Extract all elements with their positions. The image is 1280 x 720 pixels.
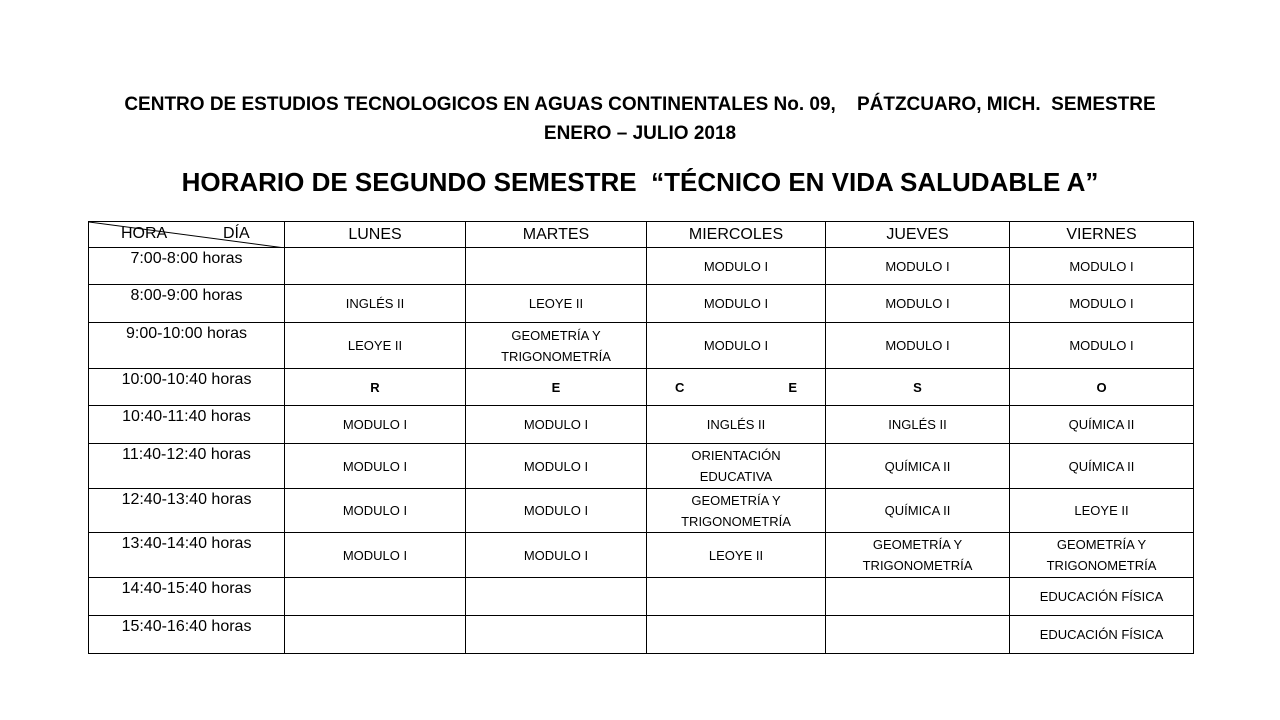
day-header-jueves: JUEVES	[826, 222, 1010, 248]
subject-name: MODULO I	[1069, 338, 1134, 353]
class-cell-viernes	[1010, 616, 1194, 654]
class-cell-martes	[466, 533, 647, 578]
recess-cell-lunes: R	[285, 369, 466, 406]
day-header-lunes: LUNES	[285, 222, 466, 248]
subject-name: MODULO I	[342, 417, 408, 432]
subject-name: MODULO I	[1069, 258, 1134, 274]
header-row	[89, 222, 1194, 248]
time-slot-cell: 10:00-10:40 horas	[89, 369, 285, 406]
class-cell-martes	[466, 444, 647, 489]
table-row	[89, 489, 1194, 533]
subject-name: MODULO I	[523, 503, 589, 518]
class-cell-lunes	[285, 489, 466, 533]
subject-name: MODULO I	[523, 458, 589, 474]
subject-name: TRIGONOMETRÍA	[862, 558, 973, 573]
class-cell-viernes	[1010, 323, 1194, 369]
subject-name: MODULO I	[885, 258, 950, 274]
subject-name: ORIENTACIÓN	[691, 448, 781, 463]
subject-name: MODULO I	[342, 547, 408, 563]
subject-name: MODULO I	[703, 258, 769, 274]
recess-letter: E	[788, 379, 797, 395]
subject-name: MODULO I	[885, 338, 950, 353]
class-cell-lunes	[285, 444, 466, 489]
class-cell-martes	[466, 323, 647, 369]
class-cell-miercoles	[647, 323, 826, 369]
class-cell-miercoles	[647, 533, 826, 578]
subject-name: EDUCACIÓN FÍSICA	[1039, 627, 1164, 642]
subject-name: MODULO I	[703, 338, 769, 353]
class-cell-jueves	[826, 444, 1010, 489]
time-slot-cell: 8:00-9:00 horas	[89, 285, 285, 323]
subject-name: LEOYE II	[1074, 503, 1129, 518]
class-cell-viernes	[1010, 285, 1194, 323]
class-cell-viernes	[1010, 248, 1194, 285]
class-cell-viernes	[1010, 533, 1194, 578]
class-cell-jueves	[826, 285, 1010, 323]
subject-name: INGLÉS II	[706, 417, 766, 432]
time-slot-cell: 14:40-15:40 horas	[89, 578, 285, 616]
schedule-title: HORARIO DE SEGUNDO SEMESTRE “TÉCNICO EN VIDA SALUDABLE A”	[181, 167, 1099, 197]
time-slot-cell: 12:40-13:40 horas	[89, 489, 285, 533]
subject-name: MODULO I	[1069, 296, 1134, 311]
time-slot-cell: 13:40-14:40 horas	[89, 533, 285, 578]
recess-split	[647, 377, 825, 398]
subject-name: MODULO I	[523, 417, 589, 432]
class-cell-martes	[466, 489, 647, 533]
subject-name: QUÍMICA II	[1068, 417, 1135, 432]
subject-name: MODULO I	[342, 503, 408, 518]
time-slot-cell: 9:00-10:00 horas	[89, 323, 285, 369]
recess-cell-miercoles	[647, 369, 826, 406]
class-cell-viernes	[1010, 444, 1194, 489]
subject-name: QUÍMICA II	[884, 503, 951, 518]
day-header-viernes: VIERNES	[1010, 222, 1194, 248]
time-slot-cell: 7:00-8:00 horas	[89, 248, 285, 285]
subject-name: GEOMETRÍA Y	[872, 537, 963, 552]
class-cell-miercoles	[647, 578, 826, 616]
diagonal-divider	[89, 222, 285, 248]
subject-name: QUÍMICA II	[1068, 458, 1135, 474]
time-slot-cell: 11:40-12:40 horas	[89, 444, 285, 489]
subject-name: LEOYE II	[708, 547, 764, 563]
class-cell-lunes	[285, 578, 466, 616]
class-cell-miercoles	[647, 248, 826, 285]
table-row	[89, 285, 1194, 323]
day-header-miercoles: MIERCOLES	[647, 222, 826, 248]
class-cell-lunes	[285, 616, 466, 654]
table-row	[89, 406, 1194, 444]
dia-label: DÍA	[223, 225, 250, 242]
class-cell-martes	[466, 248, 647, 285]
class-cell-miercoles	[647, 285, 826, 323]
semester-period: ENERO – JULIO 2018	[543, 123, 737, 144]
class-cell-jueves	[826, 533, 1010, 578]
subject-name: GEOMETRÍA Y	[691, 492, 781, 508]
class-cell-martes	[466, 406, 647, 444]
subject-name: TRIGONOMETRÍA	[501, 348, 611, 364]
corner-header-cell	[89, 222, 285, 248]
class-cell-lunes	[285, 323, 466, 369]
class-cell-lunes	[285, 248, 466, 285]
subject-name: LEOYE II	[347, 338, 403, 353]
class-cell-miercoles	[647, 406, 826, 444]
class-cell-jueves	[826, 323, 1010, 369]
class-cell-viernes	[1010, 578, 1194, 616]
subject-name: MODULO I	[885, 296, 950, 311]
subject-name: INGLÉS II	[888, 417, 947, 432]
subject-name: QUÍMICA II	[884, 458, 951, 474]
table-row	[89, 248, 1194, 285]
subject-name: MODULO I	[342, 458, 408, 474]
class-cell-martes	[466, 578, 647, 616]
table-row	[89, 323, 1194, 369]
time-slot-cell: 15:40-16:40 horas	[89, 616, 285, 654]
recess-cell-jueves: S	[826, 369, 1010, 406]
class-cell-jueves	[826, 578, 1010, 616]
class-cell-viernes	[1010, 489, 1194, 533]
class-cell-jueves	[826, 489, 1010, 533]
subject-name: EDUCATIVA	[699, 469, 773, 484]
day-header-martes: MARTES	[466, 222, 647, 248]
table-row	[89, 616, 1194, 654]
table-row	[89, 533, 1194, 578]
class-cell-miercoles	[647, 489, 826, 533]
subject-name: TRIGONOMETRÍA	[1046, 558, 1157, 573]
subject-name: EDUCACIÓN FÍSICA	[1039, 589, 1164, 604]
class-cell-miercoles	[647, 616, 826, 654]
class-cell-jueves	[826, 616, 1010, 654]
class-cell-lunes	[285, 533, 466, 578]
hora-label: HORA	[121, 225, 168, 242]
class-cell-lunes	[285, 285, 466, 323]
class-cell-martes	[466, 616, 647, 654]
recess-cell-martes: E	[466, 369, 647, 406]
subject-name: GEOMETRÍA Y	[511, 327, 601, 343]
class-cell-lunes	[285, 406, 466, 444]
subject-name: INGLÉS II	[345, 296, 405, 311]
subject-name: LEOYE II	[528, 296, 584, 311]
subject-name: MODULO I	[523, 547, 589, 563]
class-cell-miercoles	[647, 444, 826, 489]
class-cell-viernes	[1010, 406, 1194, 444]
class-cell-jueves	[826, 406, 1010, 444]
subject-name: TRIGONOMETRÍA	[681, 513, 791, 529]
school-name: CENTRO DE ESTUDIOS TECNOLOGICOS EN AGUAS CONTINENTALES No. 09, PÁTZCUARO, MICH. SEMESTRE	[124, 94, 1156, 115]
table-row	[89, 578, 1194, 616]
class-cell-martes	[466, 285, 647, 323]
schedule-table	[88, 221, 1194, 654]
time-slot-cell: 10:40-11:40 horas	[89, 406, 285, 444]
schedule-body	[89, 248, 1194, 654]
recess-cell-viernes: O	[1010, 369, 1194, 406]
class-cell-jueves	[826, 248, 1010, 285]
school-header	[0, 90, 1280, 148]
recess-letter: C	[675, 379, 685, 395]
subject-name: MODULO I	[703, 296, 769, 311]
subject-name: GEOMETRÍA Y	[1056, 537, 1147, 552]
table-row	[89, 369, 1194, 406]
table-row	[89, 444, 1194, 489]
